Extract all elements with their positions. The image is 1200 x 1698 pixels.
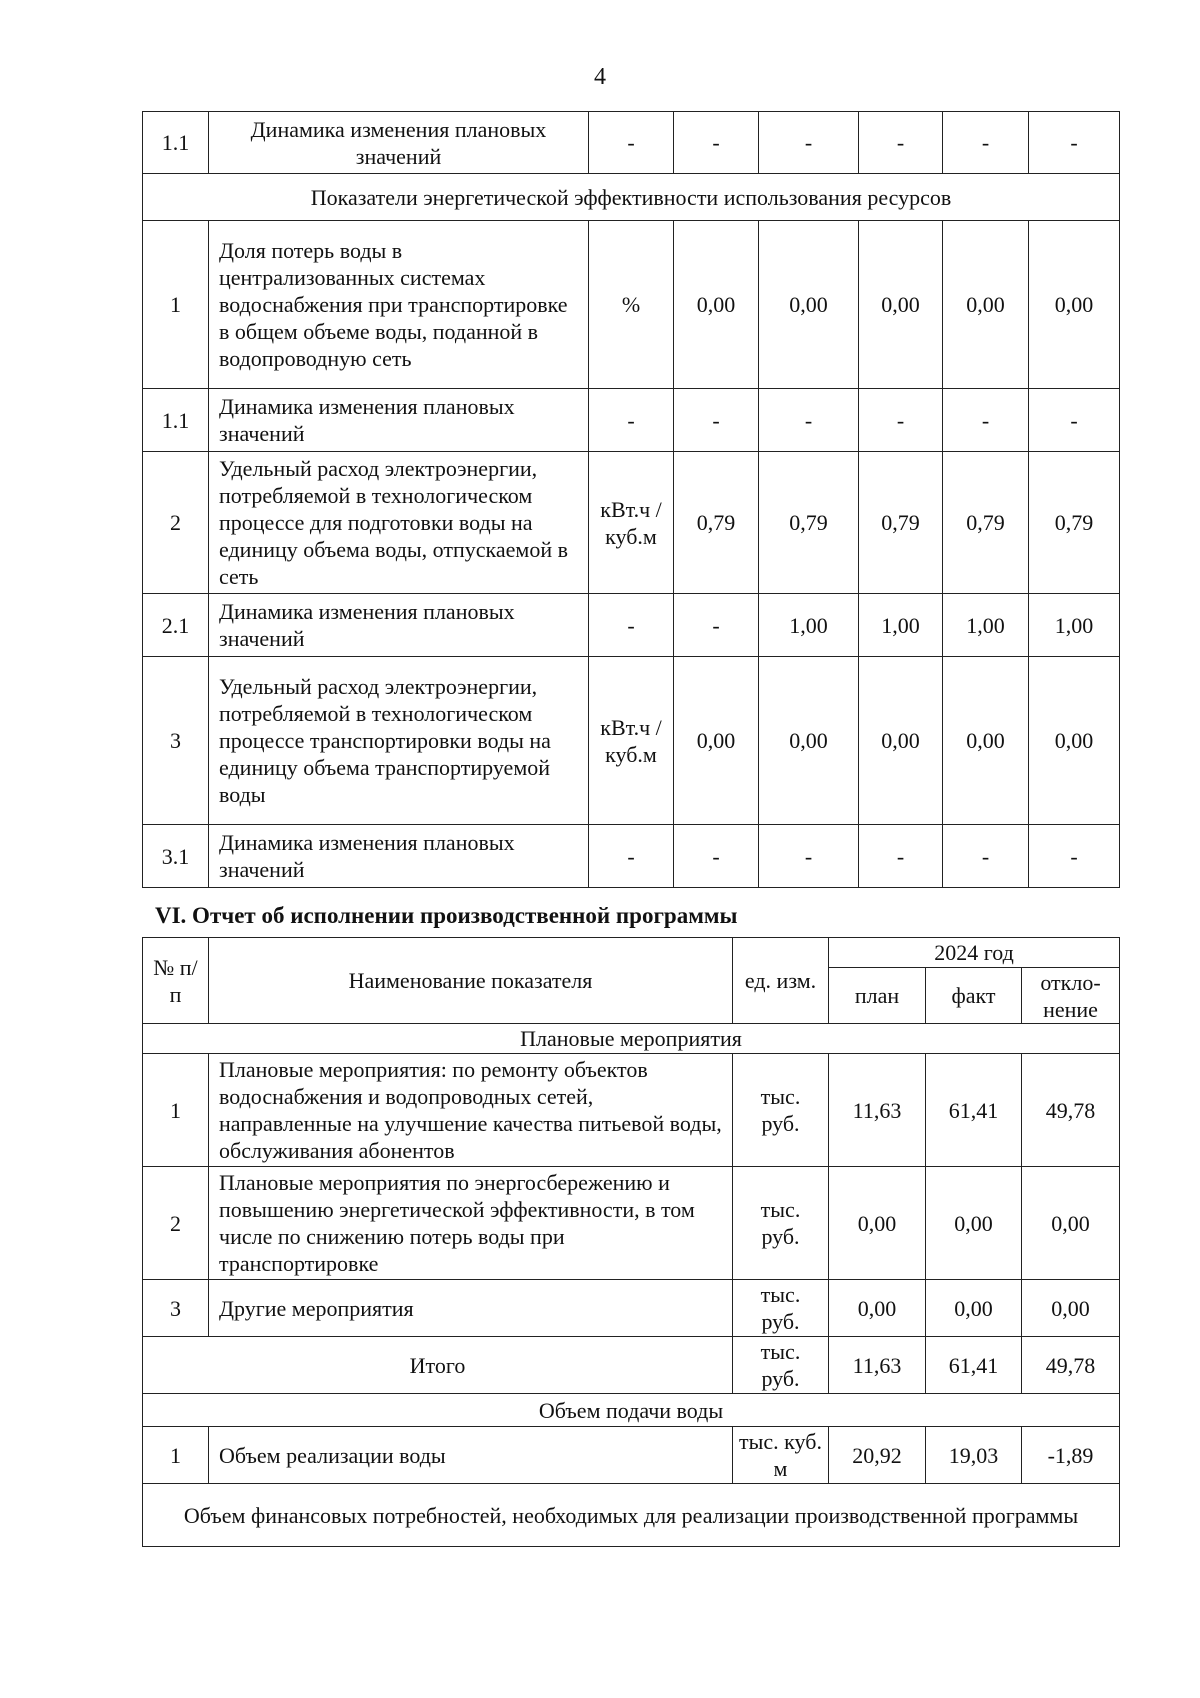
total-label: Итого xyxy=(143,1337,733,1394)
row-number: 2.1 xyxy=(143,594,209,657)
value-cell: - xyxy=(759,825,859,888)
value-cell: - xyxy=(943,389,1029,452)
value-cell: - xyxy=(674,112,759,174)
indicator-name: Динамика изменения плановых значений xyxy=(209,389,589,452)
section-heading: VI. Отчет об исполнении производственной программы xyxy=(155,903,738,928)
row-number: 1 xyxy=(143,1427,209,1484)
indicator-name: Удельный расход электроэнергии, потребляемой в технологическом процессе транспортировки воды на единицу объема транспортируемой воды xyxy=(209,657,589,825)
deviation-cell: 49,78 xyxy=(1022,1337,1120,1394)
production-program-table xyxy=(142,937,1120,1547)
value-cell: 0,00 xyxy=(859,657,943,825)
header-number: № п/п xyxy=(143,938,209,1024)
deviation-cell: 0,00 xyxy=(1022,1167,1120,1280)
value-cell: - xyxy=(759,389,859,452)
table-row xyxy=(143,657,1120,825)
total-row xyxy=(143,1337,1120,1394)
row-number: 1 xyxy=(143,221,209,389)
value-cell: 0,00 xyxy=(1029,657,1120,825)
header-deviation: откло-нение xyxy=(1022,968,1120,1024)
deviation-cell: 0,00 xyxy=(1022,1280,1120,1337)
value-cell: 1,00 xyxy=(759,594,859,657)
unit-cell: - xyxy=(589,389,674,452)
section-title: Объем финансовых потребностей, необходимых для реализации производственной программы xyxy=(143,1484,1120,1547)
table-row xyxy=(143,452,1120,594)
unit-cell: кВт.ч / куб.м xyxy=(589,657,674,825)
value-cell: - xyxy=(859,112,943,174)
indicator-name: Динамика изменения плановых значений xyxy=(209,594,589,657)
row-number: 3 xyxy=(143,1280,209,1337)
value-cell: - xyxy=(943,112,1029,174)
table-row xyxy=(143,825,1120,888)
unit-cell: тыс. руб. xyxy=(733,1167,829,1280)
value-cell: 1,00 xyxy=(859,594,943,657)
section-row xyxy=(143,174,1120,221)
value-cell: - xyxy=(759,112,859,174)
indicator-name: Другие мероприятия xyxy=(209,1280,733,1337)
unit-cell: - xyxy=(589,825,674,888)
value-cell: 0,00 xyxy=(859,221,943,389)
table-row xyxy=(143,1427,1120,1484)
unit-cell: тыс. руб. xyxy=(733,1280,829,1337)
value-cell: 0,00 xyxy=(759,657,859,825)
indicator-name: Доля потерь воды в централизованных системах водоснабжения при транспортировке в общем объеме воды, поданной в водопроводную сеть xyxy=(209,221,589,389)
section-row xyxy=(143,1024,1120,1054)
table-row xyxy=(143,1054,1120,1167)
value-cell: - xyxy=(1029,389,1120,452)
row-number: 3 xyxy=(143,657,209,825)
section-row xyxy=(143,1484,1120,1547)
indicator-name: Динамика изменения плановых значений xyxy=(209,112,589,174)
value-cell: 0,79 xyxy=(943,452,1029,594)
unit-cell: % xyxy=(589,221,674,389)
indicators-table xyxy=(142,111,1120,888)
value-cell: 0,79 xyxy=(1029,452,1120,594)
plan-cell: 20,92 xyxy=(829,1427,926,1484)
value-cell: 0,00 xyxy=(943,221,1029,389)
unit-cell: - xyxy=(589,594,674,657)
header-unit: ед. изм. xyxy=(733,938,829,1024)
section-row xyxy=(143,1394,1120,1427)
value-cell: 0,79 xyxy=(859,452,943,594)
page-number: 4 xyxy=(594,64,606,90)
indicator-name: Плановые мероприятия: по ремонту объектов водоснабжения и водопроводных сетей, направленные на улучшение качества питьевой воды, обслуживания абонентов xyxy=(209,1054,733,1167)
value-cell: - xyxy=(1029,112,1120,174)
table-row xyxy=(143,594,1120,657)
value-cell: - xyxy=(859,389,943,452)
value-cell: 1,00 xyxy=(1029,594,1120,657)
unit-cell: тыс. куб. м xyxy=(733,1427,829,1484)
row-number: 2 xyxy=(143,452,209,594)
value-cell: 0,00 xyxy=(674,657,759,825)
value-cell: 0,00 xyxy=(759,221,859,389)
indicator-name: Динамика изменения плановых значений xyxy=(209,825,589,888)
value-cell: 0,79 xyxy=(674,452,759,594)
header-name: Наименование показателя xyxy=(209,938,733,1024)
value-cell: - xyxy=(674,825,759,888)
value-cell: - xyxy=(943,825,1029,888)
fact-cell: 0,00 xyxy=(926,1167,1022,1280)
section-title: Объем подачи воды xyxy=(143,1394,1120,1427)
table-row xyxy=(143,389,1120,452)
value-cell: 0,00 xyxy=(1029,221,1120,389)
plan-cell: 0,00 xyxy=(829,1167,926,1280)
value-cell: 0,00 xyxy=(943,657,1029,825)
unit-cell: - xyxy=(589,112,674,174)
indicator-name: Объем реализации воды xyxy=(209,1427,733,1484)
row-number: 1 xyxy=(143,1054,209,1167)
fact-cell: 61,41 xyxy=(926,1337,1022,1394)
header-year: 2024 год xyxy=(829,938,1120,968)
fact-cell: 19,03 xyxy=(926,1427,1022,1484)
fact-cell: 61,41 xyxy=(926,1054,1022,1167)
section-title: Плановые мероприятия xyxy=(143,1024,1120,1054)
unit-cell: тыс. руб. xyxy=(733,1054,829,1167)
value-cell: - xyxy=(674,389,759,452)
plan-cell: 0,00 xyxy=(829,1280,926,1337)
indicator-name: Плановые мероприятия по энергосбережению и повышению энергетической эффективности, в том числе по снижению потерь воды при транспортировке xyxy=(209,1167,733,1280)
row-number: 1.1 xyxy=(143,112,209,174)
section-title: Показатели энергетической эффективности использования ресурсов xyxy=(143,174,1120,221)
row-number: 2 xyxy=(143,1167,209,1280)
table-row xyxy=(143,221,1120,389)
plan-cell: 11,63 xyxy=(829,1337,926,1394)
value-cell: 0,79 xyxy=(759,452,859,594)
table-row xyxy=(143,1280,1120,1337)
header-plan: план xyxy=(829,968,926,1024)
table-row xyxy=(143,112,1120,174)
deviation-cell: 49,78 xyxy=(1022,1054,1120,1167)
indicator-name: Удельный расход электроэнергии, потребляемой в технологическом процессе для подготовки воды на единицу объема воды, отпускаемой в сеть xyxy=(209,452,589,594)
header-row xyxy=(143,938,1120,968)
value-cell: - xyxy=(1029,825,1120,888)
value-cell: - xyxy=(674,594,759,657)
unit-cell: тыс. руб. xyxy=(733,1337,829,1394)
fact-cell: 0,00 xyxy=(926,1280,1022,1337)
unit-cell: кВт.ч / куб.м xyxy=(589,452,674,594)
plan-cell: 11,63 xyxy=(829,1054,926,1167)
row-number: 1.1 xyxy=(143,389,209,452)
value-cell: - xyxy=(859,825,943,888)
value-cell: 1,00 xyxy=(943,594,1029,657)
table-row xyxy=(143,1167,1120,1280)
header-fact: факт xyxy=(926,968,1022,1024)
value-cell: 0,00 xyxy=(674,221,759,389)
row-number: 3.1 xyxy=(143,825,209,888)
deviation-cell: -1,89 xyxy=(1022,1427,1120,1484)
